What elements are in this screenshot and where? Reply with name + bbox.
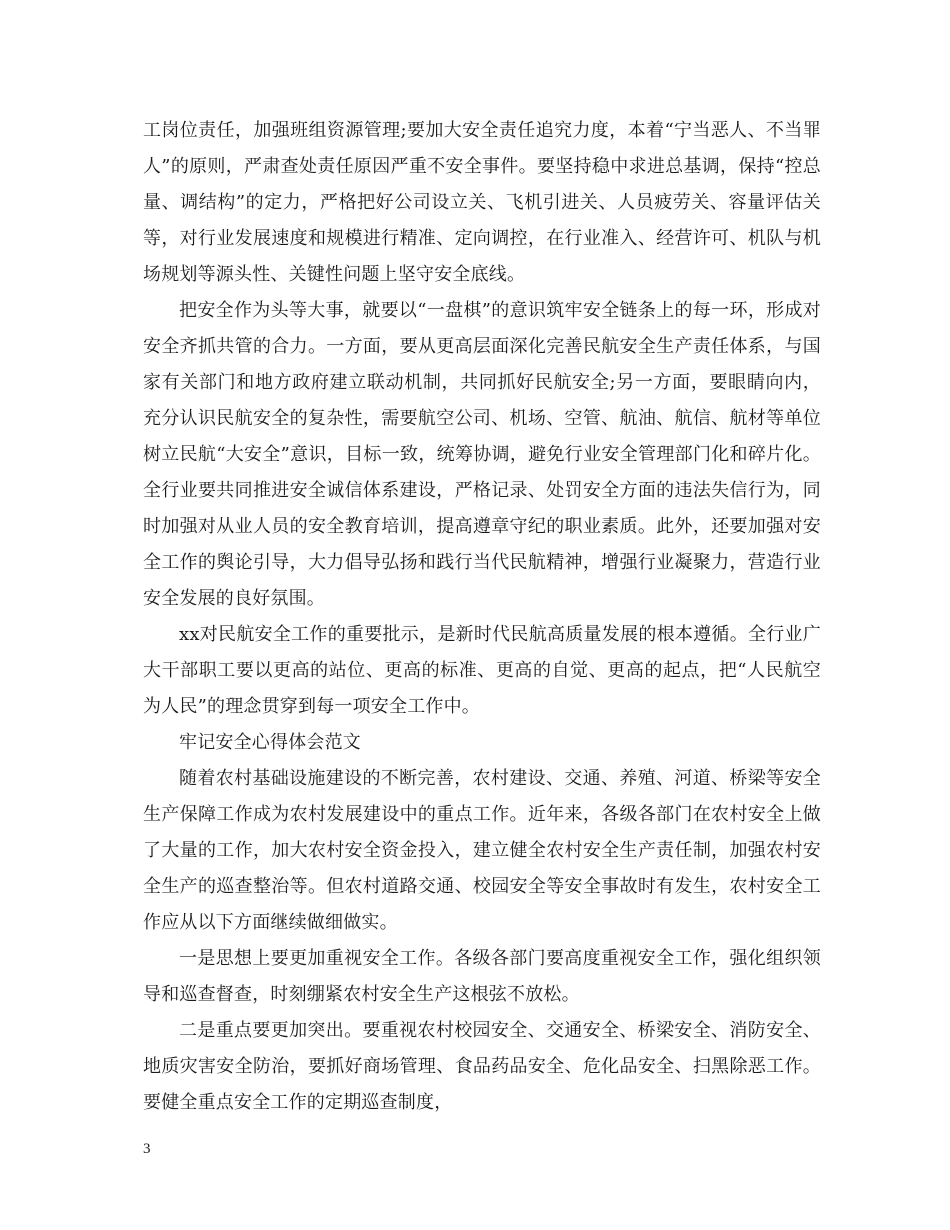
paragraph-5: 一是思想上要更加重视安全工作。各级各部门要高度重视安全工作，强化组织领导和巡查督查，时刻绷紧农村安全生产这根弦不放松。 — [143, 948, 821, 1005]
section-title: 牢记安全心得体会范文 — [179, 732, 361, 753]
paragraph-1: 工岗位责任，加强班组资源管理;要加大安全责任追究力度，本着“宁当恶人、不当罪人”的原则，严肃查处责任原因严重不安全事件。要坚持稳中求进总基调，保持“控总量、调结构”的定力，严格把好公司设立关、飞机引进关、人员疲劳关、容量评估关等，对行业发展速度和规模进行精准、定向调控，在行业准入、经营许可、机队与机场规划等源头性、关键性问题上坚守安全底线。 — [143, 120, 821, 285]
paragraph-3: xx对民航安全工作的重要批示，是新时代民航高质量发展的根本遵循。全行业广大干部职工要以更高的站位、更高的标准、更高的自觉、更高的起点，把“人民航空为人民”的理念贯穿到每一项安全工作中。 — [143, 624, 821, 717]
page-number: 3 — [143, 1141, 151, 1157]
document-body — [143, 113, 821, 1121]
paragraph-4: 随着农村基础设施建设的不断完善，农村建设、交通、养殖、河道、桥梁等安全生产保障工作成为农村发展建设中的重点工作。近年来，各级各部门在农村安全上做了大量的工作，加大农村安全资金投入，建立健全农村安全生产责任制，加强农村安全生产的巡查整治等。但农村道路交通、校园安全等安全事故时有发生，农村安全工作应从以下方面继续做细做实。 — [143, 768, 821, 933]
paragraph-2: 把安全作为头等大事，就要以“一盘棋”的意识筑牢安全链条上的每一环，形成对安全齐抓共管的合力。一方面，要从更高层面深化完善民航安全生产责任体系，与国家有关部门和地方政府建立联动机制，共同抓好民航安全;另一方面，要眼睛向内，充分认识民航安全的复杂性，需要航空公司、机场、空管、航油、航信、航材等单位树立民航“大安全”意识，目标一致，统筹协调，避免行业安全管理部门化和碎片化。全行业要共同推进安全诚信体系建设，严格记录、处罚安全方面的违法失信行为，同时加强对从业人员的安全教育培训，提高遵章守纪的职业素质。此外，还要加强对安全工作的舆论引导，大力倡导弘扬和践行当代民航精神，增强行业凝聚力，营造行业安全发展的良好氛围。 — [143, 300, 821, 609]
paragraph-6: 二是重点要更加突出。要重视农村校园安全、交通安全、桥梁安全、消防安全、地质灾害安全防治，要抓好商场管理、食品药品安全、危化品安全、扫黑除恶工作。要健全重点安全工作的定期巡查制度， — [143, 1020, 821, 1113]
